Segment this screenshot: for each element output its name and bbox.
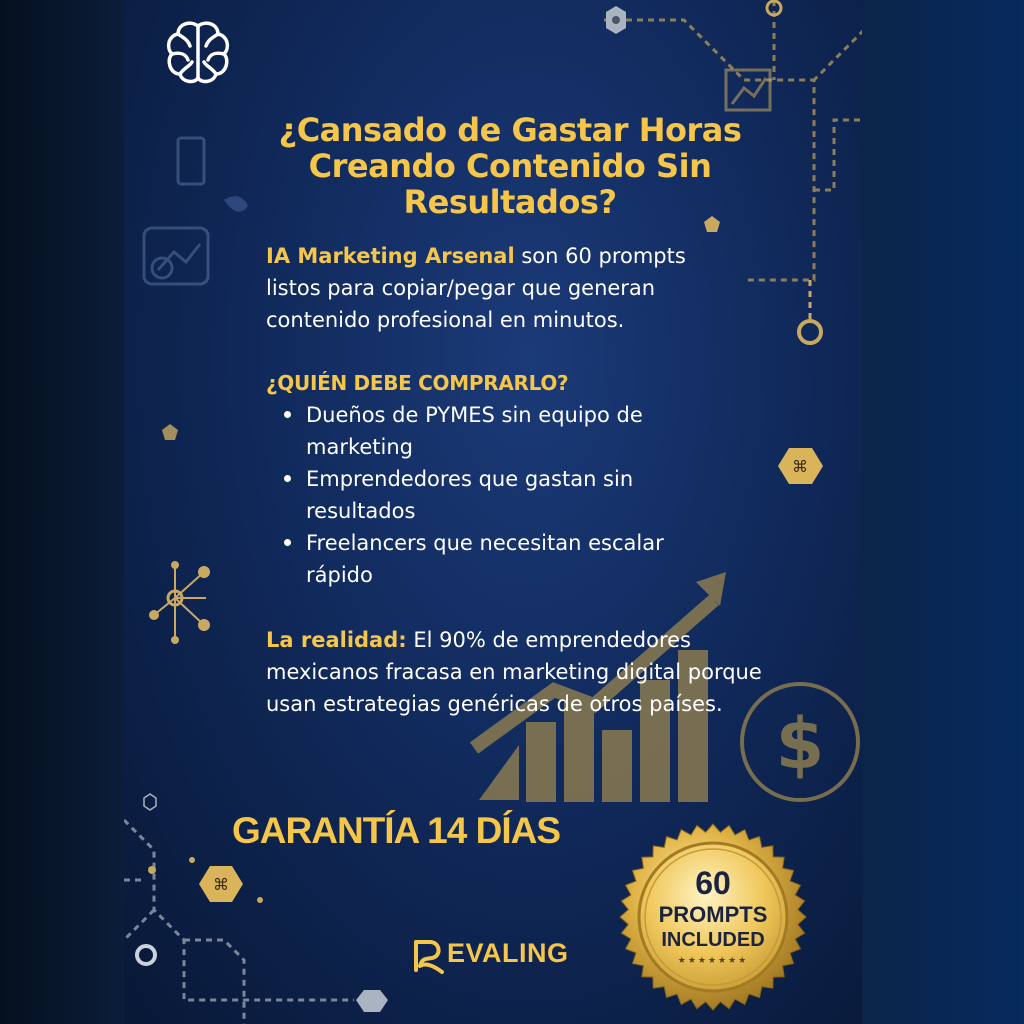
promo-poster	[124, 0, 862, 1024]
brand-logo	[412, 930, 582, 982]
seal-label-included: INCLUDED	[661, 929, 765, 951]
reality-text: El 90% de emprendedores mexicanos fracasa en marketing digital porque usan estrategias genéricas de otros países.	[266, 628, 762, 716]
product-name: IA Marketing Arsenal	[266, 244, 515, 268]
reality-label: La realidad:	[266, 628, 407, 652]
left-margin-panel	[0, 0, 124, 1024]
circuit-hex-icon	[778, 448, 823, 484]
logo-r-icon	[412, 936, 446, 976]
seal-stars: ★★★★★★★	[677, 956, 749, 966]
brain-icon	[162, 18, 234, 86]
right-margin-panel	[862, 0, 1024, 1024]
bullet-icon	[284, 539, 291, 546]
bullet-icon	[284, 411, 291, 418]
hex-badge-icon	[356, 990, 388, 1012]
circuit-hex-icon	[199, 866, 243, 902]
brand-name: EVALING	[447, 938, 569, 968]
prompts-seal	[618, 822, 808, 1012]
intro-text: son 60 prompts listos para copiar/pegar que generan contenido profesional en minutos.	[266, 244, 686, 332]
growth-chart-icon	[726, 70, 770, 110]
intro-paragraph	[266, 240, 746, 336]
svg-text:$: $	[775, 703, 825, 785]
list-item: Dueños de PYMES sin equipo de marketing	[282, 399, 722, 463]
page-title: ¿Cansado de Gastar Horas Creando Contenido Sin Resultados?	[278, 111, 742, 221]
list-item: Freelancers que necesitan escalar rápido	[282, 527, 722, 591]
svg-text:⌘: ⌘	[213, 875, 229, 894]
list-item: Emprendedores que gastan sin resultados	[282, 463, 722, 527]
seal-label-prompts: PROMPTS	[658, 902, 768, 927]
seal-number: 60	[695, 865, 731, 901]
network-node-icon	[150, 562, 209, 643]
guarantee-badge: GARANTÍA 14 DÍAS	[232, 810, 561, 851]
hex-badge-icon	[606, 6, 626, 34]
audience-heading: ¿QUIÉN DEBE COMPRARLO?	[266, 371, 569, 395]
svg-text:⌘: ⌘	[792, 457, 808, 476]
reality-paragraph	[266, 624, 776, 720]
bullet-icon	[284, 475, 291, 482]
audience-list	[282, 399, 722, 591]
